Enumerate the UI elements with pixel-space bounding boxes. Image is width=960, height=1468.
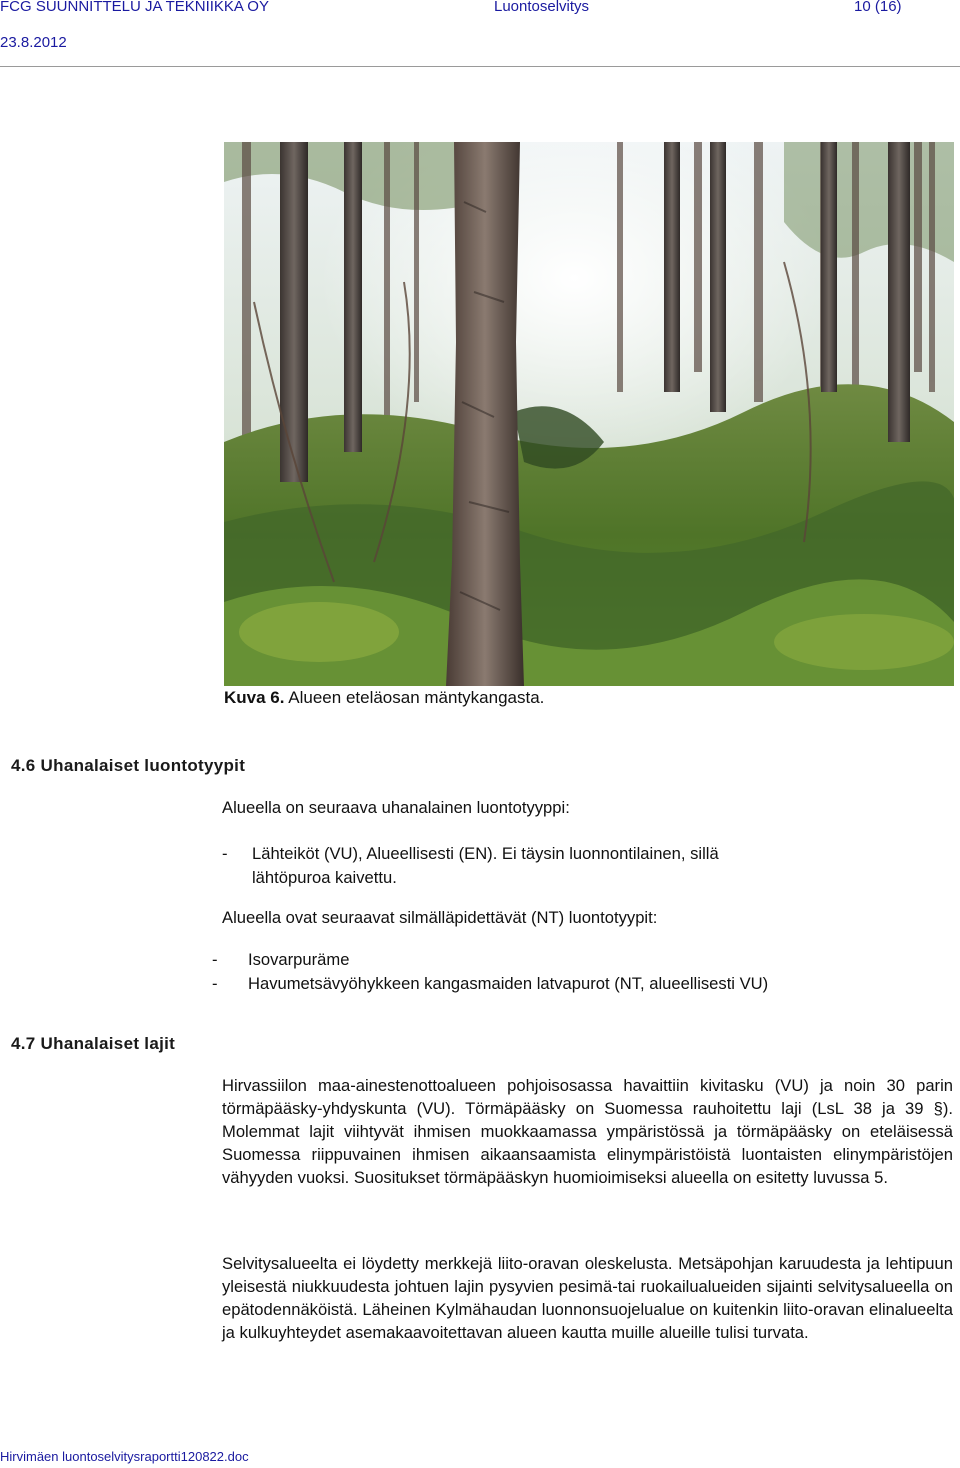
section-4-6-intro2: Alueella ovat seuraavat silmälläpidettävät (NT) luontotyypit: xyxy=(222,908,658,927)
list-item-text: Havumetsävyöhykkeen kangasmaiden latvapurot (NT, alueellisesti VU) xyxy=(248,974,769,993)
list-item-continuation: lähtöpuroa kaivettu. xyxy=(252,868,397,887)
section-4-7-paragraph-1: Hirvassiilon maa-ainestenottoalueen pohjoisosassa havaittiin kivitasku (VU) ja noin 30 parin törmäpääsky-yhdyskunta (VU). Törmäpääsky on Suomessa rauhoitettu laji (LsL 38 ja 39 §). Molemmat lajit viihtyvät ihmisen muokkaamassa ympäristössä ja törmäpääsky on eteläisessä Suomessa riippuvainen ihmisen aikaansaamista elinympäristöistä luontaisten elinympäristöjen vähyyden vuoksi. Suositukset törmäpääskyn huomioimiseksi alueella on esitetty luvussa 5. xyxy=(222,1076,953,1187)
section-4-6-intro: Alueella on seuraava uhanalainen luontotyyppi: xyxy=(222,798,570,817)
header-date: 23.8.2012 xyxy=(0,34,67,51)
list-dash: - xyxy=(212,974,218,993)
list-item xyxy=(212,972,768,995)
list-item-text: Lähteiköt (VU), Alueellisesti (EN). Ei täysin luonnontilainen, sillä xyxy=(252,844,719,863)
list-dash: - xyxy=(222,844,228,863)
figure-caption-label: Kuva 6. xyxy=(224,688,285,707)
header-company: FCG SUUNNITTELU JA TEKNIIKKA OY xyxy=(0,0,269,15)
header-doc-title: Luontoselvitys xyxy=(494,0,590,15)
list-item xyxy=(222,842,719,865)
header-page-number: 10 (16) xyxy=(854,0,902,15)
figure-caption xyxy=(224,688,544,708)
forest-photo xyxy=(224,142,954,686)
header-rule xyxy=(0,66,960,67)
footer-filename: Hirvimäen luontoselvitysraportti120822.doc xyxy=(0,1449,249,1464)
section-heading-4-6: 4.6 Uhanalaiset luontotyypit xyxy=(11,756,246,775)
section-4-7-paragraph-2: Selvitysalueelta ei löydetty merkkejä liito-oravan oleskelusta. Metsäpohjan karuudesta ja lehtipuun yleisestä niukkuudesta johtuen lajin pysyvien pesimä-tai ruokailualueiden sijainti selvitysalueella on epätodennäköistä. Läheinen Kylmähaudan luonnonsuojelualue on kuitenkin liito-oravan elinalueelta ja kulkuyhteydet asemakaavoitettavan alueen kautta muille alueille tulisi turvata. xyxy=(222,1254,953,1342)
figure-caption-text: Alueen eteläosan mäntykangasta. xyxy=(288,688,545,707)
list-item-text: Isovarpuräme xyxy=(248,950,350,969)
list-item xyxy=(212,948,349,971)
section-heading-4-7: 4.7 Uhanalaiset lajit xyxy=(11,1034,176,1053)
list-dash: - xyxy=(212,950,218,969)
